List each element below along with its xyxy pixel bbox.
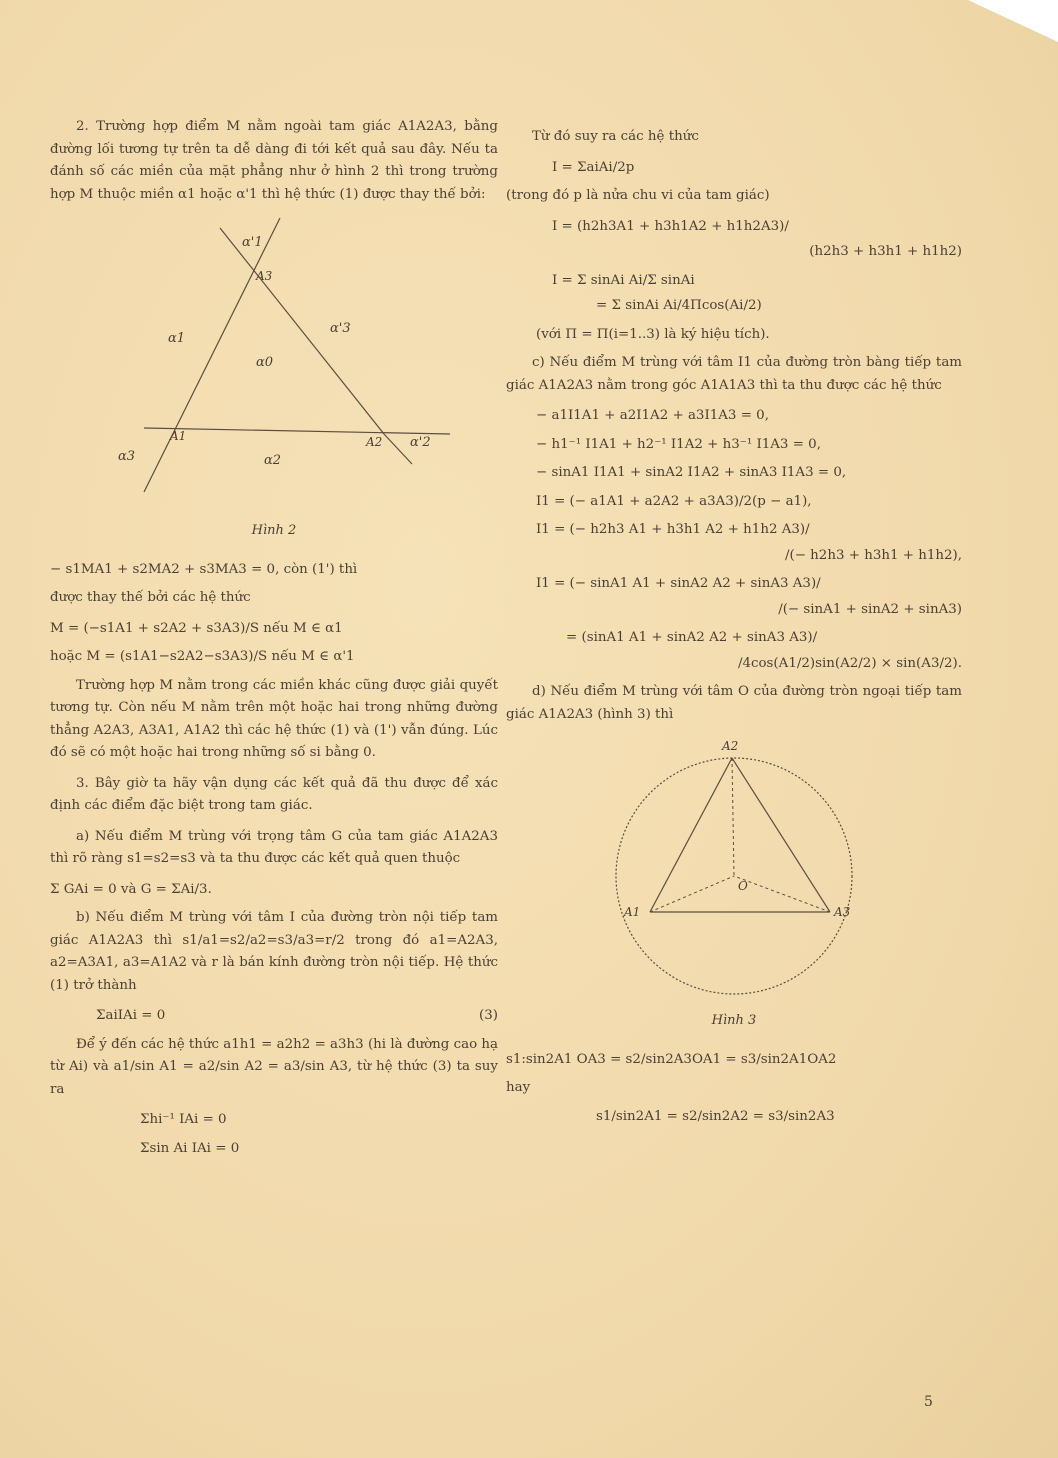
equation-r3a: I = Σ sinAi Ai/Σ sinAi: [552, 272, 695, 288]
paragraph-case-2: 2. Trường hợp điểm M nằm ngoài tam giác A1A2A3, bằng đường lối tương tự trên ta dễ dàng đi tới kết quả sau đây. Nếu ta đánh số các miền của mặt phẳng như ở hình 2 thì trong trường hợp M thuộc miền α1 hoặc α'1 thì hệ thức (1) được thay thế bởi:: [50, 119, 498, 202]
equation-c6b: /(− sinA1 + sinA2 + sinA3): [778, 601, 962, 617]
equation-b-number: (3): [479, 1008, 498, 1023]
label-alpha-2-prime: α'2: [410, 435, 431, 450]
label-alpha-3: α3: [118, 449, 136, 464]
side-a2a1: [650, 758, 732, 912]
equation-c3: − sinA1 I1A1 + sinA2 I1A2 + sinA3 I1A3 = 0,: [536, 465, 847, 480]
equation-c6a: I1 = (− sinA1 A1 + sinA2 A2 + sinA3 A3)/: [536, 576, 821, 591]
paragraph-section-3: 3. Bây giờ ta hãy vận dụng các kết quả đã thu được để xác định các điểm đặc biệt trong tam giác.: [50, 775, 498, 813]
paragraph-p: (trong đó p là nửa chu vi của tam giác): [506, 188, 770, 203]
line-a1-a2: [144, 428, 450, 434]
figure-2-caption: Hình 2: [251, 523, 297, 538]
figure-2-diagram: [84, 214, 464, 514]
label-alpha-0: α0: [256, 355, 274, 370]
equation-c1: Σhi⁻¹ IAi = 0: [140, 1112, 227, 1127]
equation-3: hoặc M = (s1A1−s2A2−s3A3)/S nếu M ∈ α'1: [50, 649, 355, 664]
torn-corner: [968, 0, 1058, 42]
label-alpha-3-prime: α'3: [330, 321, 351, 336]
equation-b-row: [50, 1005, 498, 1028]
equation-r1: I = ΣaiAi/2p: [552, 159, 635, 175]
equation-c4: I1 = (− a1A1 + a2A2 + a3A3)/2(p − a1),: [536, 493, 812, 509]
label-alpha-2: α2: [264, 453, 282, 468]
paragraph-b: b) Nếu điểm M trùng với tâm I của đường tròn nội tiếp tam giác A1A2A3 thì s1/a1=s2/a2=s3/a3=r/2 trong đó a1=A2A3, a2=A3A1, a3=A1A2 và r là bán kính đường tròn nội tiếp. Hệ thức (1) trở thành: [50, 910, 498, 993]
label-A2: A2: [722, 739, 739, 753]
equation-d1: s1:sin2A1 OA3 = s2/sin2A3OA1 = s3/sin2A1OA2: [506, 1051, 837, 1067]
label-O: O: [738, 879, 748, 893]
label-A2: A2: [366, 435, 383, 449]
line-a2-left: [220, 228, 384, 434]
left-column: [50, 116, 498, 1166]
word-hay: hay: [506, 1080, 531, 1095]
equation-2: M = (−s1A1 + s2A2 + s3A3)/S nếu M ∈ α1: [50, 620, 343, 636]
paragraph-a: a) Nếu điểm M trùng với trọng tâm G của tam giác A1A2A3 thì rõ ràng s1=s2=s3 và ta thu được các kết quả quen thuộc: [50, 828, 498, 866]
paragraph-replaced: được thay thế bởi các hệ thức: [50, 590, 251, 605]
equation-c5b: /(− h2h3 + h3h1 + h1h2),: [784, 547, 962, 563]
paragraph-note: Để ý đến các hệ thức a1h1 = a2h2 = a3h3 (hi là đường cao hạ từ Ai) và a1/sin A1 = a2/sin A2 = a3/sin A3, từ hệ thức (3) ta suy ra: [50, 1036, 498, 1097]
equation-c2: − h1⁻¹ I1A1 + h2⁻¹ I1A2 + h3⁻¹ I1A3 = 0,: [536, 436, 821, 452]
equation-b: ΣaiIAi = 0: [96, 1008, 166, 1023]
figure-3-caption: Hình 3: [711, 1013, 757, 1028]
equation-c1: − a1I1A1 + a2I1A2 + a3I1A3 = 0,: [536, 408, 769, 423]
right-column: [506, 126, 962, 1134]
equation-r4: (với Π = Π(i=1..3) là ký hiệu tích).: [536, 326, 770, 342]
paragraph-d: d) Nếu điểm M trùng với tâm O của đường tròn ngoại tiếp tam giác A1A2A3 (hình 3) thì: [506, 684, 962, 722]
label-A1: A1: [170, 429, 187, 443]
equation-c6d: /4cos(A1/2)sin(A2/2) × sin(A3/2).: [737, 655, 962, 671]
equation-c5a: I1 = (− h2h3 A1 + h3h1 A2 + h1h2 A3)/: [536, 522, 810, 537]
equation-c2: Σsin Ai IAi = 0: [140, 1140, 240, 1156]
equation-c6c: = (sinA1 A1 + sinA2 A2 + sinA3 A3)/: [566, 630, 818, 645]
equation-r2a: I = (h2h3A1 + h3h1A2 + h1h2A3)/: [552, 218, 789, 234]
label-alpha-1-prime: α'1: [242, 235, 263, 250]
equation-r2b: (h2h3 + h3h1 + h1h2): [809, 244, 962, 259]
equation-1: − s1MA1 + s2MA2 + s3MA3 = 0, còn (1') thì: [50, 561, 358, 577]
equation-d2: s1/sin2A1 = s2/sin2A2 = s3/sin2A3: [596, 1108, 835, 1124]
equation-a: Σ GAi = 0 và G = ΣAi/3.: [50, 881, 212, 897]
equation-r3b: = Σ sinAi Ai/4Πcos(Ai/2): [596, 298, 762, 313]
label-A3: A3: [256, 269, 273, 283]
paragraph-from: Từ đó suy ra các hệ thức: [532, 129, 699, 144]
label-alpha-1: α1: [168, 331, 186, 346]
page-number: 5: [924, 1394, 933, 1410]
label-A3: A3: [834, 905, 851, 919]
label-A1: A1: [624, 905, 641, 919]
paragraph-c: c) Nếu điểm M trùng với tâm I1 của đường tròn bàng tiếp tam giác A1A2A3 nằm trong góc A1A1A3 thì ta thu được các hệ thức: [506, 355, 962, 393]
paragraph-other-regions: Trường hợp M nằm trong các miền khác cũng được giải quyết tương tự. Còn nếu M nằm trên một hoặc hai trong những đường thẳng A2A3, A3A1, A1A2 thì các hệ thức (1) và (1') vẫn đúng. Lúc đó sẽ có một hoặc hai trong những số si bằng 0.: [50, 677, 498, 760]
figure-3-diagram: [604, 734, 864, 1004]
